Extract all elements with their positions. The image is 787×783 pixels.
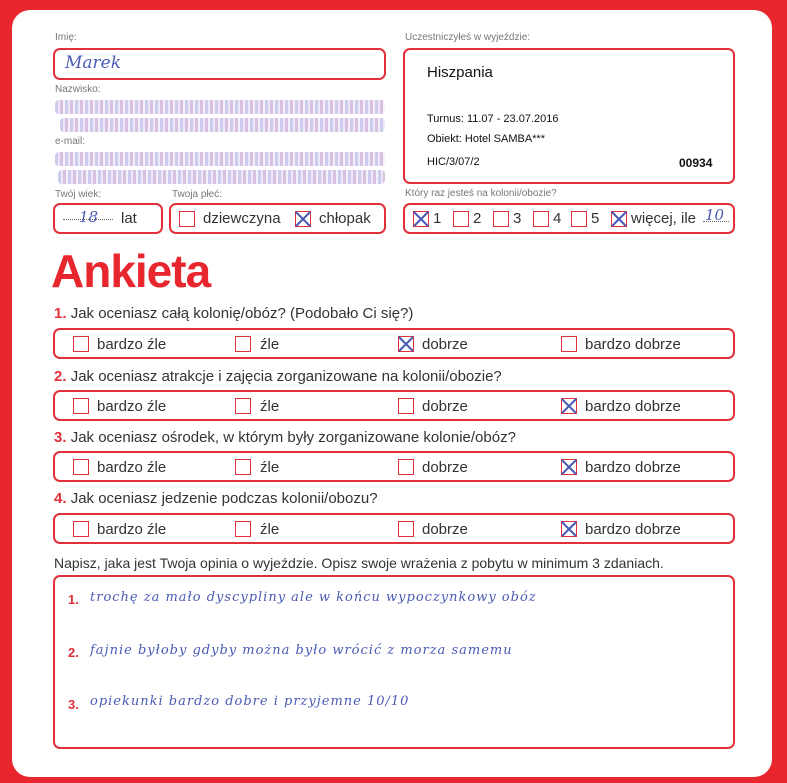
gender-male-label: chłopak xyxy=(319,210,371,227)
question-2-options xyxy=(53,390,735,421)
q1-checkbox-very-bad[interactable] xyxy=(73,336,89,352)
trip-destination: Hiszpania xyxy=(427,64,493,81)
q4-good-label: dobrze xyxy=(422,521,468,538)
checkbox-female[interactable] xyxy=(179,211,195,227)
checkbox-male[interactable] xyxy=(295,211,311,227)
q1-good-label: dobrze xyxy=(422,336,468,353)
times-more-value: 10 xyxy=(705,206,725,224)
email-redacted-2 xyxy=(58,170,385,184)
q3-bad-label: źle xyxy=(260,459,280,476)
question-4-text: Jak oceniasz jedzenie podczas kolonii/obozu? xyxy=(70,490,378,507)
gender-female-label: dziewczyna xyxy=(203,210,281,227)
trip-turnus: Turnus: 11.07 - 23.07.2016 xyxy=(427,113,559,125)
q3-very-bad-label: bardzo źle xyxy=(97,459,167,476)
trip-label: Uczestniczyłeś w wyjeździe: xyxy=(405,32,531,43)
question-4 xyxy=(54,490,378,507)
checkbox-times-5[interactable] xyxy=(571,211,587,227)
times-label: Który raz jesteś na kolonii/obozie? xyxy=(405,188,557,199)
question-4-options xyxy=(53,513,735,544)
checkbox-times-1[interactable] xyxy=(413,211,429,227)
email-redacted xyxy=(55,152,385,166)
trip-number: 00934 xyxy=(679,156,713,170)
trip-obiekt: Obiekt: Hotel SAMBA*** xyxy=(427,133,545,145)
trip-code: HIC/3/07/2 xyxy=(427,156,480,168)
checkbox-times-3[interactable] xyxy=(493,211,509,227)
checkbox-times-2[interactable] xyxy=(453,211,469,227)
answer-1-text: trochę za mało dyscypliny ale w końcu wypoczynkowy obóz xyxy=(90,590,537,605)
answer-3-number: 3. xyxy=(68,697,79,712)
times-1-label: 1 xyxy=(433,210,442,227)
times-2-label: 2 xyxy=(473,210,482,227)
q1-checkbox-very-good[interactable] xyxy=(561,336,577,352)
checkbox-times-more[interactable] xyxy=(611,211,627,227)
q1-very-bad-label: bardzo źle xyxy=(97,336,167,353)
q4-checkbox-very-good[interactable] xyxy=(561,521,577,537)
q2-checkbox-bad[interactable] xyxy=(235,398,251,414)
gender-label: Twoja płeć: xyxy=(172,189,223,200)
times-more-label: więcej, ile xyxy=(631,210,697,227)
q3-checkbox-very-bad[interactable] xyxy=(73,459,89,475)
age-value: 18 xyxy=(79,208,99,226)
q1-bad-label: źle xyxy=(260,336,280,353)
surname-label: Nazwisko: xyxy=(55,84,101,95)
checkbox-times-4[interactable] xyxy=(533,211,549,227)
q3-good-label: dobrze xyxy=(422,459,468,476)
q3-very-good-label: bardzo dobrze xyxy=(585,459,681,476)
q4-checkbox-very-bad[interactable] xyxy=(73,521,89,537)
q2-very-bad-label: bardzo źle xyxy=(97,398,167,415)
times-3-label: 3 xyxy=(513,210,522,227)
times-4-label: 4 xyxy=(553,210,562,227)
q1-checkbox-bad[interactable] xyxy=(235,336,251,352)
opinion-prompt: Napisz, jaka jest Twoja opinia o wyjeździe. Opisz swoje wrażenia z pobytu w minimum 3 zdaniach. xyxy=(54,555,664,571)
question-1-options xyxy=(53,328,735,359)
name-field[interactable] xyxy=(53,48,386,80)
surname-redacted-2 xyxy=(60,118,385,132)
name-label: Imię: xyxy=(55,32,77,43)
q4-very-good-label: bardzo dobrze xyxy=(585,521,681,538)
gender-field xyxy=(169,203,386,234)
surname-redacted xyxy=(55,100,385,114)
q2-very-good-label: bardzo dobrze xyxy=(585,398,681,415)
question-2 xyxy=(54,368,502,385)
times-field xyxy=(403,203,735,234)
q4-checkbox-bad[interactable] xyxy=(235,521,251,537)
question-3 xyxy=(54,429,516,446)
q2-checkbox-very-bad[interactable] xyxy=(73,398,89,414)
q2-checkbox-good[interactable] xyxy=(398,398,414,414)
question-4-number: 4. xyxy=(54,490,67,507)
q4-very-bad-label: bardzo źle xyxy=(97,521,167,538)
q1-very-good-label: bardzo dobrze xyxy=(585,336,681,353)
q3-checkbox-good[interactable] xyxy=(398,459,414,475)
name-value: Marek xyxy=(65,53,122,73)
answer-1-number: 1. xyxy=(68,592,79,607)
question-1 xyxy=(54,305,413,322)
q4-bad-label: źle xyxy=(260,521,280,538)
question-3-text: Jak oceniasz ośrodek, w którym były zorganizowane kolonie/obóz? xyxy=(70,429,516,446)
q3-checkbox-very-good[interactable] xyxy=(561,459,577,475)
answer-3-text: opiekunki bardzo dobre i przyjemne 10/10 xyxy=(90,694,410,709)
question-3-options xyxy=(53,451,735,482)
q3-checkbox-bad[interactable] xyxy=(235,459,251,475)
q2-checkbox-very-good[interactable] xyxy=(561,398,577,414)
q2-bad-label: źle xyxy=(260,398,280,415)
email-label: e-mail: xyxy=(55,136,86,147)
question-2-text: Jak oceniasz atrakcje i zajęcia zorganizowane na kolonii/obozie? xyxy=(70,368,502,385)
times-5-label: 5 xyxy=(591,210,600,227)
question-1-text: Jak oceniasz całą kolonię/obóz? (Podobało Ci się?) xyxy=(70,305,414,322)
page-title: Ankieta xyxy=(51,245,211,297)
answer-2-number: 2. xyxy=(68,645,79,660)
q4-checkbox-good[interactable] xyxy=(398,521,414,537)
q1-checkbox-good[interactable] xyxy=(398,336,414,352)
trip-info-box xyxy=(403,48,735,184)
age-label: Twój wiek: xyxy=(55,189,102,200)
answer-2-text: fajnie byłoby gdyby można było wrócić z morza samemu xyxy=(90,643,513,658)
age-unit: lat xyxy=(121,210,137,227)
age-field[interactable] xyxy=(53,203,163,234)
question-3-number: 3. xyxy=(54,429,67,446)
question-2-number: 2. xyxy=(54,368,67,385)
q2-good-label: dobrze xyxy=(422,398,468,415)
question-1-number: 1. xyxy=(54,305,67,322)
